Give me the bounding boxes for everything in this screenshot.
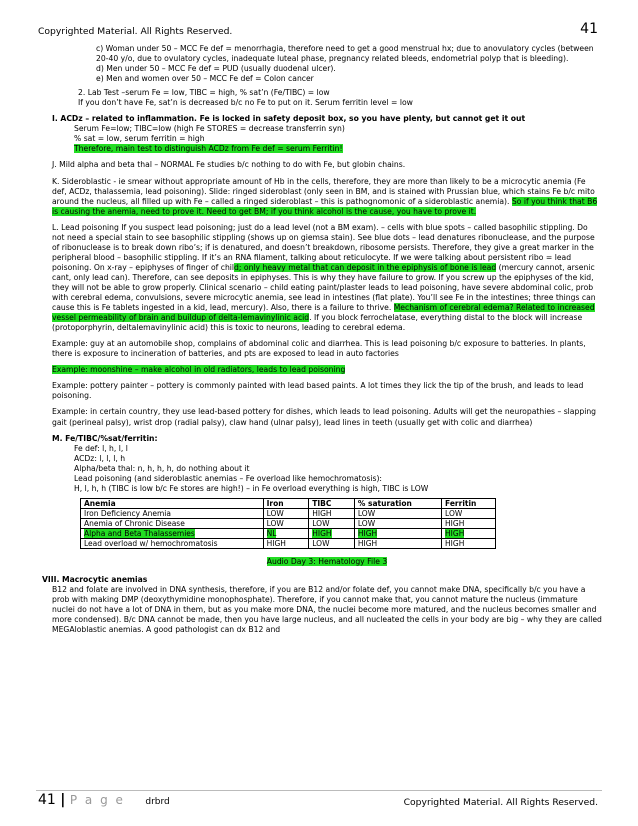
footer-author: drbrd xyxy=(145,797,170,807)
m-thal: Alpha/beta thal: n, h, h, h, do nothing about it xyxy=(74,463,250,473)
example-moonshine: Example: moonshine – make alcohol in old radiators, leads to lead poisoning xyxy=(52,365,346,375)
table-header-cell: TIBC xyxy=(309,498,355,508)
example-automobile: Example: guy at an automobile shop, complains of abdominal colic and diarrhea. This is lead poisoning b/c exposure to batteries. In plants, there is exposure to incineration of batteries, and pts are exposed to lead in auto factories xyxy=(52,339,586,359)
acdz-text: I. ACDz – related to inflammation. Fe is locked in safety deposit box, so you have plenty, but cannot get it out xyxy=(52,114,526,124)
page-header xyxy=(38,22,598,40)
table-cell-text: HIGH xyxy=(357,528,378,538)
acdz-line-2: % sat = low, serum ferritin = high xyxy=(74,134,205,144)
header-page-number: 41 xyxy=(580,21,598,37)
table-row xyxy=(81,508,496,518)
table-cell: LOW xyxy=(263,518,309,528)
acdz-highlight: Therefore, main test to distinguish ACDz from Fe def = serum Ferritin! xyxy=(74,144,343,154)
item-c: c) Woman under 50 – MCC Fe def = menorrhagia, therefore need to get a good menstrual hx; due to anovulatory cycles (between 20-40 y/o, due to ovulatory cycles, inadequate luteal phase, pregnancy related bleeds, endometrial polyp that is bleeding). xyxy=(96,44,594,64)
table-cell: Lead overload w/ hemochromatosis xyxy=(81,538,264,548)
table-row xyxy=(81,518,496,528)
footer-page-number: 41 xyxy=(38,792,56,808)
section-m-heading xyxy=(52,434,602,444)
example-lead-pottery: Example: in certain country, they use lead-based pottery for dishes, which leads to lead poisoning. Adults will get the neuropathies – slapping gait (perineal palsy), wrist drop (radial palsy), claw hand (ulnar palsy), lead lines in teeth (usually get with colic and diarrhea) xyxy=(52,407,597,427)
item-e: e) Men and women over 50 – MCC Fe def = Colon cancer xyxy=(96,74,314,84)
lead-text-e: . If you block ferrochelatase, everything distal to the block will increase (protoporphyrin, deltalemavinylinic acid) this is toxic to neurons, leading to cerebral edema. xyxy=(52,313,583,333)
table-row-highlighted xyxy=(81,528,496,538)
table-cell: HIGH xyxy=(442,538,496,548)
lab-test-line: 2. Lab Test –serum Fe = low, TIBC = high, % sat’n (Fe/TIBC) = low xyxy=(78,88,330,98)
table-header-row xyxy=(81,498,496,508)
lead-highlight-edema: Mechanism of cerebral edema? Related to increased vessel permeability of brain and buildup of delta-lemavinylinic acid xyxy=(52,303,595,323)
sideroblastic-paragraph xyxy=(52,177,602,217)
table-cell: Iron Deficiency Anemia xyxy=(81,508,264,518)
section-viii-heading xyxy=(42,575,602,585)
table-cell: Anemia of Chronic Disease xyxy=(81,518,264,528)
table-cell xyxy=(81,528,264,538)
sideroblastic-highlight: So if you think that B6 is causing the anemia, need to prove it. Need to get BM; if you think alcohol is the cause, you have to prove it. xyxy=(52,196,598,216)
acdz-heading xyxy=(52,114,602,124)
section-viii-text: B12 and folate are involved in DNA synthesis, therefore, if you are B12 and/or folate def, you cannot make DNA, specifically b/c you have a prob with making DMP (deoxythymidine monophosphate). Therefore, if you cannot make that, you cannot mature the nucleus (immature nuclei do not have a lot of DNA in them, but as you make more DNA, the nuclei become more matured, and the nucleus becomes smaller and more condensed). B/c DNA cannot be made, then you have large nucleus, and all nucleated the cells in your body are big – why they are called MEGAloblastic anemias. A good pathologist can dx B12 and xyxy=(52,584,602,635)
table-cell xyxy=(309,528,355,538)
lead-highlight-epiphysis: d; only heavy metal that can deposit in the epiphysis of bone is lead xyxy=(234,262,497,272)
table-cell: HIGH xyxy=(309,508,355,518)
table-cell-text: Alpha and Beta Thalassemies xyxy=(84,528,195,538)
section-m-title: M. Fe/TIBC/%sat/ferritin: xyxy=(52,433,158,443)
m-fe-def: Fe def: l, h, l, l xyxy=(74,443,128,453)
table-cell xyxy=(263,528,309,538)
lead-text-c: (mercury cannot, arsenic cant, only lead can). Therefore, can see deposits in epiphyses. This is why they have failure to grow. If you screw up the epiphyses of the kid, they will not be able to grow properly. Clinical scenario – child eating paint/plaster leads to lead poisoning, have severe abdominal colic, prob with cerebral edema, convulsions, severe microcytic anemia, see lead in intestines (flat plate). You’ll see Fe in the intestines; three things can cause this is Fe tablets ingested in a kid, lead, mercury). Also, there is a failure to thrive. xyxy=(52,262,596,313)
audio-caption-text: Audio Day 3: Hematology File 3 xyxy=(266,556,388,566)
m-acdz: ACDz: l, l, l, h xyxy=(74,453,126,463)
table-cell: LOW xyxy=(354,518,441,528)
acdz-line-1: Serum Fe=low; TIBC=low (high Fe STORES = decrease transferrin syn) xyxy=(74,124,345,134)
table-header-cell: Anemia xyxy=(81,498,264,508)
lab-test-note: If you don’t have Fe, sat’n is decreased b/c no Fe to put on it. Serum ferritin level = low xyxy=(78,98,413,108)
footer-page-word: P a g e xyxy=(69,793,125,807)
table-cell: LOW xyxy=(442,508,496,518)
footer-divider xyxy=(36,790,602,791)
table-header-cell: Iron xyxy=(263,498,309,508)
header-copyright: Copyrighted Material. All Rights Reserved. xyxy=(38,26,233,37)
table-cell: HIGH xyxy=(263,538,309,548)
lead-text-a: L. Lead poisoning If you suspect lead poisoning; just do a lead level (not a BM exam). – cells with blue spots – called basophilic stippling. Do not need a special stain to see basophilic stippling (shows up on giemsa stain). See blue dots – lead denatures ribonuclease, and the purpose of ribonuclease is to break down ribo’s; if is denatured, and doesn’t breakdown, ribosome persists. Therefore, they give a great marker in the peripheral blood – basophilic stippling. If it’s an RNA filament, talking about reticulocyte. If we were talking about persistent ribo = lead poisoning. On x-ray – epiphyses of finger of chil xyxy=(52,222,595,272)
table-cell-text: HIGH xyxy=(445,528,465,538)
footer-separator: | xyxy=(60,792,66,808)
table-cell-text: HIGH xyxy=(312,528,332,538)
table-header-cell: Ferritin xyxy=(442,498,496,508)
audio-caption xyxy=(52,557,602,567)
table-cell xyxy=(354,528,441,538)
table-cell: LOW xyxy=(309,518,355,528)
table-row xyxy=(81,538,496,548)
m-lead: Lead poisoning (and sideroblastic anemias – Fe overload like hemochromatosis): xyxy=(74,473,382,483)
table-cell: LOW xyxy=(263,508,309,518)
table-cell: LOW xyxy=(354,508,441,518)
table-cell: HIGH xyxy=(354,538,441,548)
sideroblastic-text: K. Sideroblastic - ie smear without appropriate amount of Hb in the cells, therefore, they are more than likely to be a microcytic anemia (Fe def, ACDz, thalassemia, lead poisoning). Slide: ringed sideroblast (only seen in BM, and is stained with Prussian blue, which stains Fe b/c mito around the nucleus, all filled up with Fe – called a ringed sideroblast – this is pathognomonic of a sideroblastic anemia). xyxy=(52,176,595,206)
thal-paragraph: J. Mild alpha and beta thal – NORMAL Fe studies b/c nothing to do with Fe, but globin chains. xyxy=(52,160,406,170)
table-cell-text: NL xyxy=(266,528,277,538)
lead-paragraph xyxy=(52,223,602,334)
footer-page-label xyxy=(38,792,170,808)
iron-studies-table xyxy=(80,498,496,549)
table-header-cell: % saturation xyxy=(354,498,441,508)
document-body xyxy=(42,44,602,635)
table-cell: LOW xyxy=(309,538,355,548)
section-viii-title: VIII. Macrocytic anemias xyxy=(42,574,148,584)
table-cell: HIGH xyxy=(442,518,496,528)
m-overload: H, l, h, h (TIBC is low b/c Fe stores are high!) – in Fe overload everything is high, TIBC is LOW xyxy=(74,483,429,493)
example-pottery-painter: Example: pottery painter – pottery is commonly painted with lead based paints. A lot times they lick the tip of the brush, and leads to lead poisoning. xyxy=(52,381,584,401)
table-cell xyxy=(442,528,496,538)
footer-copyright: Copyrighted Material. All Rights Reserved. xyxy=(403,797,598,808)
item-d: d) Men under 50 – MCC Fe def = PUD (usually duodenal ulcer). xyxy=(96,64,336,74)
